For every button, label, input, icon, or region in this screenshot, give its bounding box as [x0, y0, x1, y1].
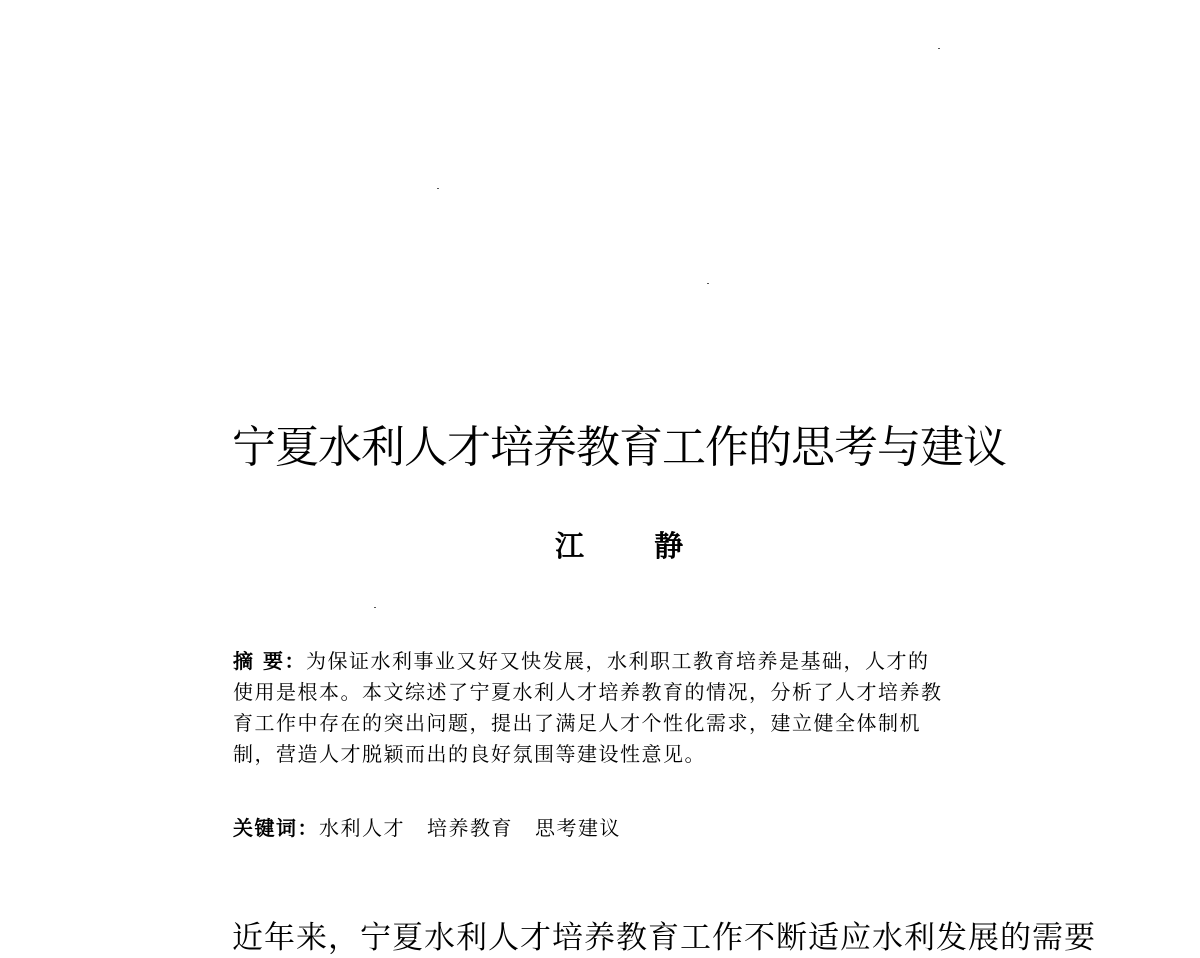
keywords [233, 813, 643, 844]
abstract [233, 646, 985, 770]
abstract-line [233, 646, 985, 677]
abstract-text: 为保证水利事业又好又快发展，水利职工教育培养是基础，人才的 [305, 649, 930, 673]
keyword-item: 水利人才 [319, 816, 405, 840]
abstract-label: 摘 要： [233, 649, 306, 673]
scan-speck [707, 283, 709, 284]
abstract-line: 育工作中存在的突出问题，提出了满足人才个性化需求，建立健全体制机 [233, 711, 921, 735]
author-name: 江 静 [555, 529, 714, 563]
paper-title: 宁夏水利人才培养教育工作的思考与建议 [232, 422, 1006, 473]
scan-speck [437, 188, 439, 189]
abstract-line: 使用是根本。本文综述了宁夏水利人才培养教育的情况，分析了人才培养教 [233, 680, 943, 704]
body-text-line: 近年来，宁夏水利人才培养教育工作不断适应水利发展的需要 [232, 920, 1096, 956]
abstract-line: 制，营造人才脱颖而出的良好氛围等建设性意见。 [233, 742, 706, 766]
keyword-item: 思考建议 [535, 816, 621, 840]
keyword-item: 培养教育 [427, 816, 513, 840]
scan-speck [938, 48, 940, 49]
scan-speck [374, 607, 376, 608]
keywords-label: 关键词： [233, 816, 319, 840]
